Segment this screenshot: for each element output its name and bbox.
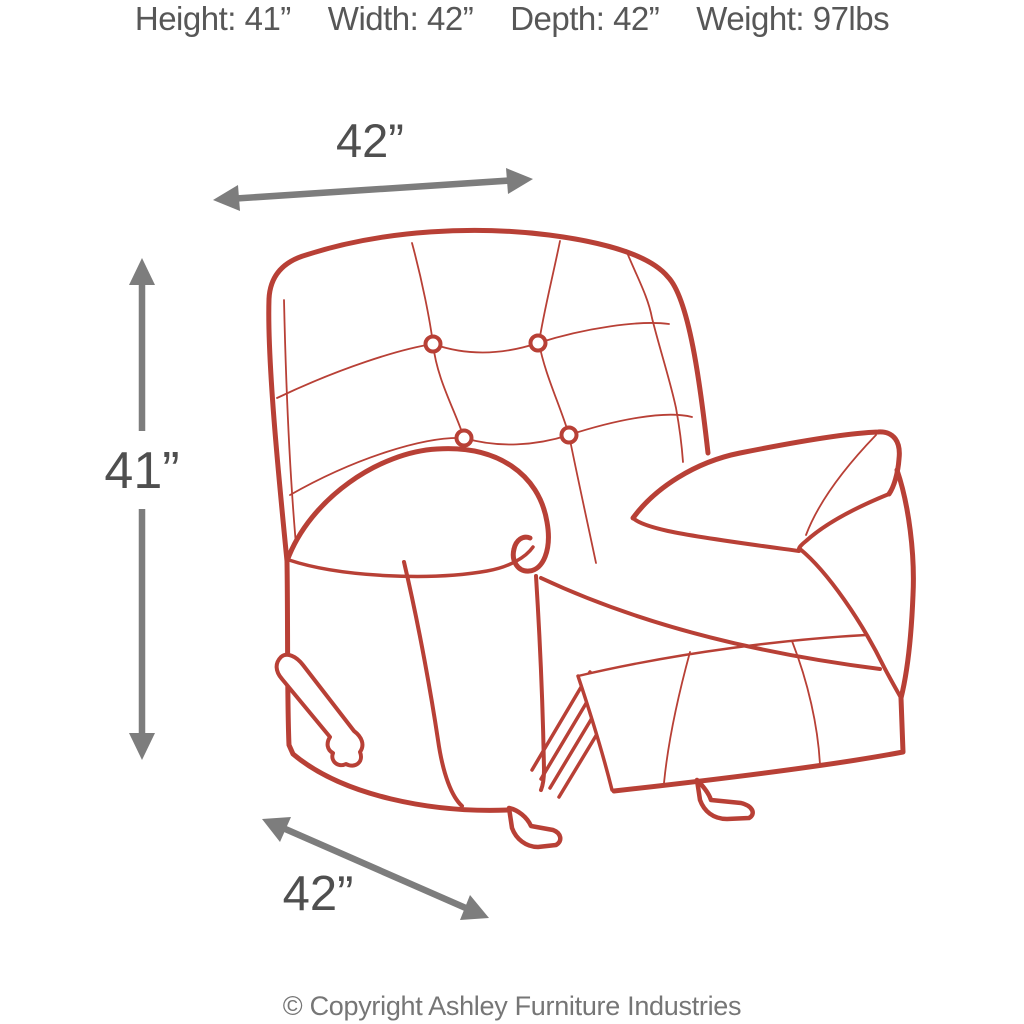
depth-label: 42” [282, 867, 354, 921]
height-label: 41” [104, 442, 180, 500]
width-arrow [213, 114, 533, 211]
spec-width: Width: 42” [327, 0, 474, 37]
depth-arrow [262, 817, 489, 921]
copyright-text: © Copyright Ashley Furniture Industries [282, 991, 742, 1021]
left-foot [509, 808, 560, 847]
spec-depth: Depth: 42” [510, 0, 660, 37]
right-arm [633, 432, 899, 551]
width-label: 42” [336, 114, 404, 167]
height-arrow [104, 258, 179, 760]
spec-height: Height: 41” [134, 0, 291, 37]
footrest-panel [578, 634, 903, 791]
spec-weight: Weight: 97lbs [696, 0, 890, 37]
left-arm [287, 449, 548, 806]
right-foot [697, 780, 753, 819]
